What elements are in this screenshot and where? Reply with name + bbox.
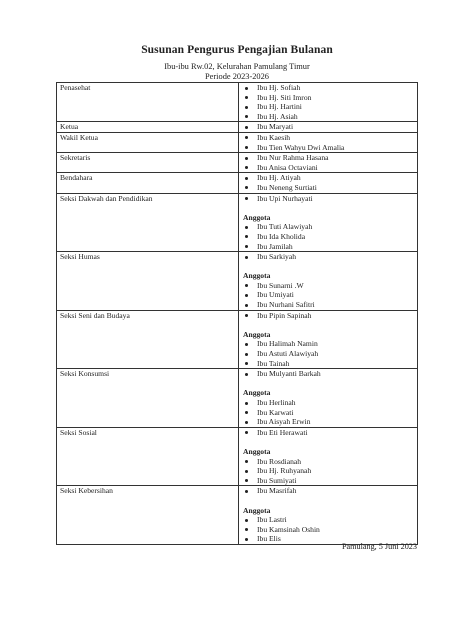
list-item: Ibu Hj. Siti Imron: [243, 93, 414, 103]
list-item: Ibu Nurhani Safitri: [243, 300, 414, 310]
members-cell: [239, 132, 418, 152]
list-item: Ibu Sarkiyah: [243, 252, 414, 262]
members-cell: [239, 310, 418, 369]
main-member-list: [243, 133, 414, 152]
member-list: [243, 339, 414, 368]
main-member-list: [243, 122, 414, 132]
members-cell: [239, 173, 418, 193]
table-row: [57, 132, 418, 152]
member-list: [243, 457, 414, 486]
list-item: Ibu Lastri: [243, 515, 414, 525]
organization-table-body: [57, 83, 418, 545]
list-item: Ibu Pipin Sapinah: [243, 311, 414, 321]
list-item: Ibu Tainah: [243, 359, 414, 369]
organization-table: [56, 82, 418, 545]
table-row: [57, 486, 418, 545]
member-list: [243, 222, 414, 251]
list-item: Ibu Neneng Surtiati: [243, 183, 414, 193]
list-item: Ibu Sumiyati: [243, 476, 414, 486]
table-row: [57, 193, 418, 252]
list-item: Ibu Aisyah Erwin: [243, 417, 414, 427]
list-item: Ibu Mulyanti Barkah: [243, 369, 414, 379]
main-member-list: [243, 173, 414, 192]
document-subtitle: Ibu-ibu Rw.02, Kelurahan Pamulang Timur: [164, 62, 310, 71]
main-member-list: [243, 311, 414, 321]
list-item: Ibu Maryati: [243, 122, 414, 132]
role-name-cell: Bendahara: [57, 173, 239, 193]
members-label: Anggota: [243, 329, 271, 339]
role-name-cell: Seksi Humas: [57, 252, 239, 311]
list-item: Ibu Hj. Ruhyanah: [243, 466, 414, 476]
main-member-list: [243, 83, 414, 121]
list-item: Ibu Hj. Hartini: [243, 102, 414, 112]
table-row: [57, 173, 418, 193]
role-name-cell: Seksi Kebersihan: [57, 486, 239, 545]
table-row: [57, 310, 418, 369]
main-member-list: [243, 153, 414, 172]
list-item: Ibu Hj. Asiah: [243, 112, 414, 122]
members-label: Anggota: [243, 505, 271, 515]
list-item: Ibu Kaesih: [243, 133, 414, 143]
members-label: Anggota: [243, 271, 271, 281]
list-item: Ibu Ida Kholida: [243, 232, 414, 242]
list-item: Ibu Rosdianah: [243, 457, 414, 467]
list-item: Ibu Halimah Namin: [243, 339, 414, 349]
main-member-list: [243, 194, 414, 204]
table-row: [57, 153, 418, 173]
document-period: Periode 2023-2026: [205, 72, 269, 81]
main-member-list: [243, 252, 414, 262]
members-label: Anggota: [243, 388, 271, 398]
role-name-cell: Seksi Seni dan Budaya: [57, 310, 239, 369]
list-item: Ibu Eti Herawati: [243, 428, 414, 438]
list-item: Ibu Elis: [243, 534, 414, 544]
main-member-list: [243, 369, 414, 379]
member-list: [243, 515, 414, 544]
role-name-cell: Seksi Konsumsi: [57, 369, 239, 428]
members-cell: [239, 427, 418, 486]
list-item: Ibu Karwati: [243, 408, 414, 418]
list-item: Ibu Herlinah: [243, 398, 414, 408]
document-title: Susunan Pengurus Pengajian Bulanan: [141, 44, 333, 56]
list-item: Ibu Masrifah: [243, 486, 414, 496]
role-name-cell: Wakil Ketua: [57, 132, 239, 152]
members-cell: [239, 486, 418, 545]
list-item: Ibu Hj. Atiyah: [243, 173, 414, 183]
members-label: Anggota: [243, 446, 271, 456]
members-cell: [239, 153, 418, 173]
role-name-cell: Seksi Dakwah dan Pendidikan: [57, 193, 239, 252]
members-cell: [239, 252, 418, 311]
list-item: Ibu Sunarni .W: [243, 281, 414, 291]
members-cell: [239, 122, 418, 133]
signature-date: Pamulang, 5 Juni 2023: [341, 542, 417, 551]
role-name-cell: Seksi Sosial: [57, 427, 239, 486]
list-item: Ibu Upi Nurhayati: [243, 194, 414, 204]
members-label: Anggota: [243, 212, 271, 222]
list-item: Ibu Kamsinah Oshin: [243, 525, 414, 535]
members-cell: [239, 83, 418, 122]
main-member-list: [243, 486, 414, 496]
list-item: Ibu Hj. Sofiah: [243, 83, 414, 93]
list-item: Ibu Nur Rahma Hasana: [243, 153, 414, 163]
table-row: [57, 122, 418, 133]
member-list: [243, 281, 414, 310]
list-item: Ibu Tien Wahyu Dwi Amalia: [243, 143, 414, 153]
role-name-cell: Ketua: [57, 122, 239, 133]
table-row: [57, 369, 418, 428]
list-item: Ibu Tuti Alawiyah: [243, 222, 414, 232]
main-member-list: [243, 428, 414, 438]
list-item: Ibu Astuti Alawiyah: [243, 349, 414, 359]
list-item: Ibu Anisa Octaviani: [243, 163, 414, 173]
table-row: [57, 427, 418, 486]
member-list: [243, 398, 414, 427]
role-name-cell: Penasehat: [57, 83, 239, 122]
table-row: [57, 83, 418, 122]
list-item: Ibu Umiyati: [243, 290, 414, 300]
members-cell: [239, 369, 418, 428]
table-row: [57, 252, 418, 311]
members-cell: [239, 193, 418, 252]
list-item: Ibu Jamilah: [243, 242, 414, 252]
role-name-cell: Sekretaris: [57, 153, 239, 173]
